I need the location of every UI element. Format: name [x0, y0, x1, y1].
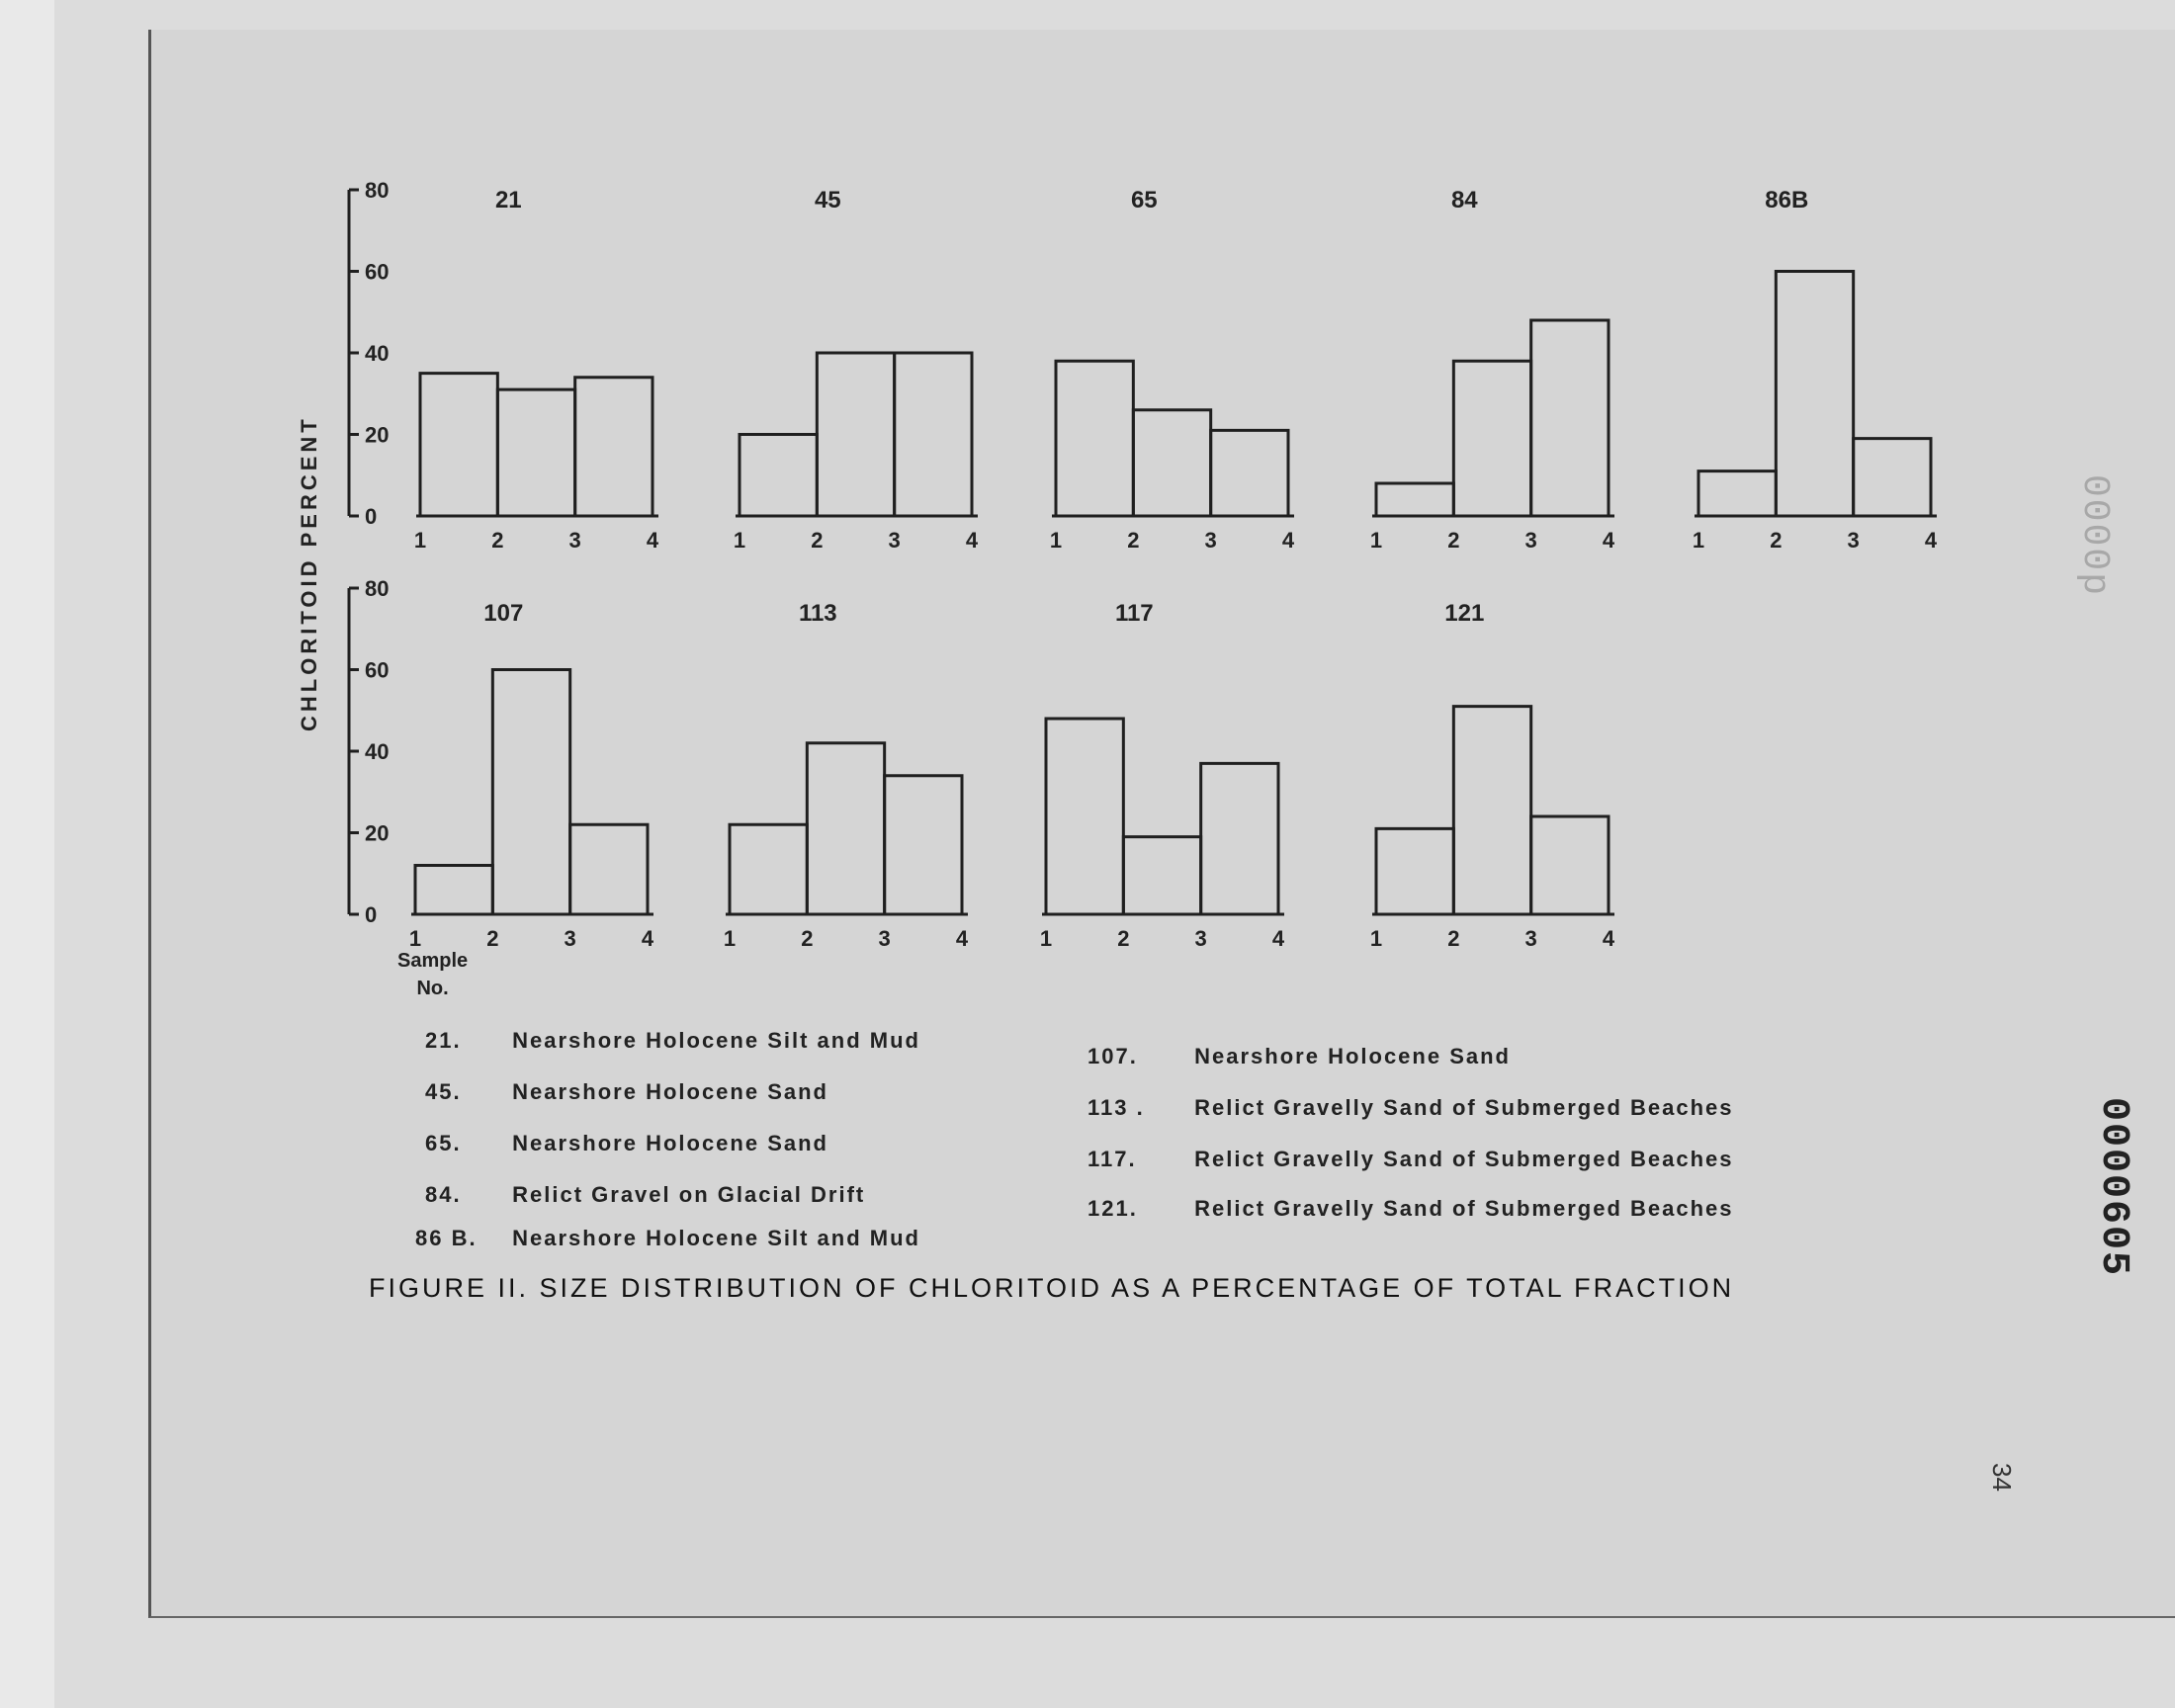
legend-number: 107.	[1088, 1044, 1138, 1068]
x-tick-label: 3	[564, 926, 576, 951]
x-axis-label-line-2: No.	[416, 978, 449, 999]
x-tick-label: 4	[965, 528, 979, 553]
x-tick-label: 1	[1369, 528, 1383, 553]
x-tick-label: 2	[1117, 926, 1130, 951]
panel-title: 45	[814, 187, 841, 214]
x-tick-label: 2	[1127, 528, 1140, 553]
x-tick-label: 2	[491, 528, 504, 553]
bar	[807, 743, 884, 914]
legend-item-107	[1088, 1044, 1511, 1069]
x-tick-label: 4	[1602, 528, 1615, 553]
legend-item-117	[1088, 1147, 1734, 1172]
x-tick-label: 3	[1204, 528, 1217, 553]
y-tick-label: 80	[365, 576, 390, 601]
legend-text: Nearshore Holocene Sand	[512, 1131, 828, 1155]
y-tick-label: 40	[365, 739, 390, 764]
x-tick-label: 3	[1194, 926, 1207, 951]
bar	[1453, 361, 1530, 516]
bar	[1854, 439, 1931, 516]
bar	[1211, 430, 1288, 516]
x-tick-label: 2	[1447, 926, 1460, 951]
legend-text: Nearshore Holocene Sand	[1194, 1044, 1511, 1068]
bar	[1123, 837, 1200, 914]
bar	[1133, 410, 1210, 516]
legend-number: 45.	[425, 1079, 462, 1104]
x-tick-label: 4	[1281, 528, 1295, 553]
panel-title: 65	[1130, 187, 1158, 214]
y-tick-label: 60	[365, 657, 390, 683]
bar	[492, 670, 569, 915]
bar	[575, 378, 652, 516]
legend-item-84	[425, 1182, 865, 1208]
legend-text: Nearshore Holocene Silt and Mud	[512, 1226, 920, 1250]
legend-number: 84.	[425, 1182, 462, 1207]
bar	[895, 353, 972, 516]
x-tick-label: 2	[1770, 528, 1783, 553]
x-tick-label: 2	[1447, 528, 1460, 553]
legend-item-45	[425, 1079, 828, 1105]
bar	[1453, 707, 1530, 914]
bar	[1376, 828, 1453, 914]
bar	[1698, 471, 1776, 516]
bar	[740, 435, 817, 517]
page-number: 34	[1987, 1463, 2017, 1492]
x-tick-label: 1	[408, 926, 422, 951]
bar	[1056, 361, 1133, 516]
x-tick-label: 2	[486, 926, 499, 951]
y-tick-label: 80	[365, 178, 390, 203]
y-tick-label: 20	[365, 820, 390, 846]
panel-title: 121	[1444, 600, 1485, 627]
legend-text: Relict Gravelly Sand of Submerged Beaches	[1194, 1196, 1734, 1221]
bar	[885, 776, 962, 914]
bar	[497, 389, 574, 516]
legend-number: 86 B.	[415, 1226, 478, 1250]
panel-title: 113	[798, 600, 837, 627]
legend-item-121	[1088, 1196, 1734, 1222]
x-tick-label: 4	[646, 528, 659, 553]
bar	[570, 824, 648, 914]
x-tick-label: 2	[801, 926, 814, 951]
bar	[1376, 483, 1453, 516]
y-tick-label: 40	[365, 341, 390, 366]
bar	[1531, 320, 1609, 516]
legend-text: Relict Gravelly Sand of Submerged Beaches	[1194, 1095, 1734, 1120]
archive-stamp: 0000605	[2091, 1097, 2135, 1278]
bar	[1046, 719, 1123, 914]
panel-title: 84	[1450, 187, 1478, 214]
x-tick-label: 4	[955, 926, 969, 951]
y-tick-label: 0	[365, 504, 378, 529]
bar	[420, 374, 497, 516]
x-tick-label: 4	[1602, 926, 1615, 951]
bar	[1531, 816, 1609, 914]
x-tick-label: 3	[1524, 926, 1537, 951]
legend-text: Nearshore Holocene Silt and Mud	[512, 1028, 920, 1053]
legend-number: 121.	[1088, 1196, 1138, 1221]
y-tick-label: 0	[365, 902, 378, 927]
legend-item-113	[1088, 1095, 1734, 1121]
y-tick-label: 20	[365, 422, 390, 448]
x-tick-label: 3	[888, 528, 901, 553]
x-tick-label: 1	[1039, 926, 1053, 951]
x-tick-label: 4	[1271, 926, 1285, 951]
panel-title: 117	[1114, 600, 1154, 627]
y-tick-label: 60	[365, 259, 390, 285]
y-axis-label: CHLORITOID PERCENT	[297, 415, 321, 731]
legend-text: Relict Gravel on Glacial Drift	[512, 1182, 866, 1207]
bar	[415, 866, 492, 915]
bar	[817, 353, 894, 516]
panel-title: 21	[494, 187, 522, 214]
legend-item-21	[425, 1028, 920, 1054]
archive-stamp-faint: 0000p	[2073, 474, 2116, 598]
legend-number: 21.	[425, 1028, 462, 1053]
x-tick-label: 1	[1049, 528, 1063, 553]
x-tick-label: 4	[641, 926, 654, 951]
x-axis-label	[397, 947, 468, 1002]
x-tick-label: 1	[413, 528, 427, 553]
bar	[1201, 763, 1278, 914]
x-axis-label-line-1: Sample	[397, 950, 469, 972]
x-tick-label: 3	[1524, 528, 1537, 553]
x-tick-label: 3	[568, 528, 581, 553]
legend-text: Relict Gravelly Sand of Submerged Beaches	[1194, 1147, 1734, 1171]
x-tick-label: 4	[1924, 528, 1938, 553]
x-tick-label: 1	[1369, 926, 1383, 951]
legend-item-86b	[415, 1226, 920, 1251]
x-tick-label: 1	[1692, 528, 1705, 553]
x-tick-label: 1	[733, 528, 746, 553]
x-tick-label: 2	[811, 528, 824, 553]
figure-caption: FIGURE II. SIZE DISTRIBUTION OF CHLORITOID AS A PERCENTAGE OF TOTAL FRACTION	[369, 1273, 1735, 1303]
legend-number: 117.	[1088, 1147, 1137, 1171]
legend-number: 65.	[425, 1131, 462, 1155]
panel-title: 107	[483, 600, 524, 627]
x-tick-label: 3	[878, 926, 891, 951]
legend-text: Nearshore Holocene Sand	[512, 1079, 828, 1104]
x-tick-label: 3	[1847, 528, 1860, 553]
bar	[730, 824, 807, 914]
x-tick-label: 1	[723, 926, 737, 951]
legend-item-65	[425, 1131, 828, 1156]
bar	[1776, 272, 1853, 517]
panel-title: 86B	[1765, 187, 1809, 214]
legend-number: 113 .	[1088, 1095, 1145, 1120]
